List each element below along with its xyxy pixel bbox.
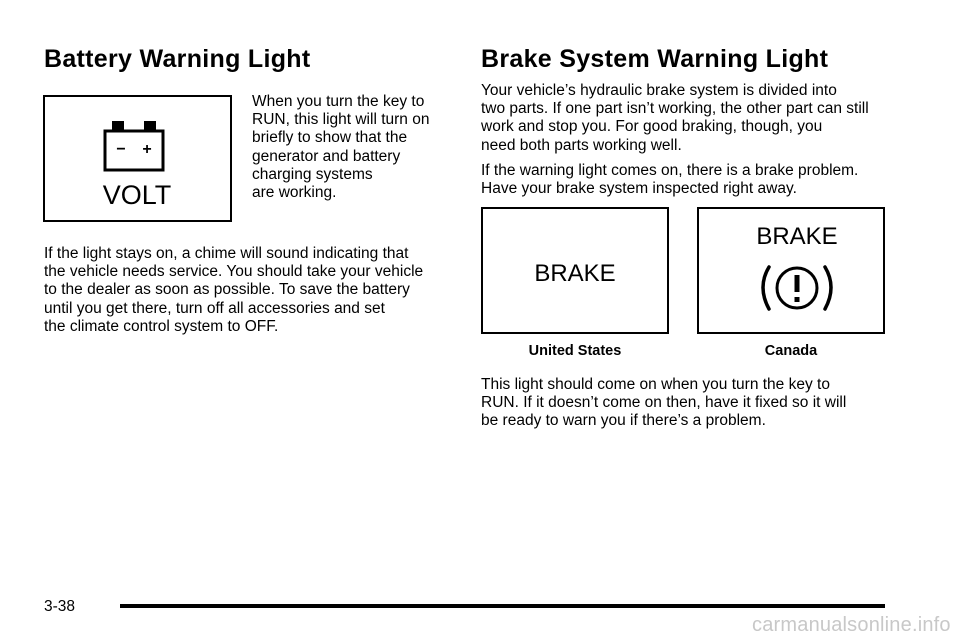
battery-body-text: If the light stays on, a chime will sound indicating that the vehicle needs service. You should take your vehicle to the dealer as soon as possible. To save the battery until you get there, turn off all accessories and set the climate control system to OFF.	[44, 245, 424, 335]
footer-rule	[120, 604, 885, 608]
caption-canada: Canada	[764, 343, 818, 359]
page-number: 3-38	[44, 598, 76, 615]
brake-icon-box-canada	[697, 207, 885, 334]
volt-label: VOLT	[102, 180, 172, 210]
battery-plus-terminal: +	[142, 141, 152, 158]
brake-warning-icon	[699, 209, 883, 332]
brake-icon-label-canada: BRAKE	[756, 223, 838, 250]
brake-section-title: Brake System Warning Light	[481, 45, 829, 73]
brake-text-icon	[483, 209, 667, 332]
watermark: carmanualsonline.info	[752, 614, 951, 636]
battery-icon	[45, 97, 230, 220]
battery-side-text: When you turn the key to RUN, this light will turn on briefly to show that the generator and battery charging systems are working.	[252, 93, 430, 202]
caption-united-states: United States	[528, 343, 622, 359]
battery-minus-terminal: −	[116, 141, 126, 158]
brake-icon-label-us: BRAKE	[534, 260, 616, 287]
battery-warning-icon-box	[43, 95, 232, 222]
brake-paragraph-1: Your vehicle’s hydraulic brake system is divided into two parts. If one part isn’t working, the other part can still work and stop you. For good braking, though, you need both parts working well.	[481, 82, 869, 154]
brake-paragraph-2: If the warning light comes on, there is a brake problem. Have your brake system inspected right away.	[481, 162, 859, 198]
battery-section-title: Battery Warning Light	[44, 45, 311, 73]
brake-paragraph-3: This light should come on when you turn the key to RUN. If it doesn’t come on then, have it fixed so it will be ready to warn you if there’s a problem.	[481, 376, 847, 430]
brake-icon-box-us	[481, 207, 669, 334]
